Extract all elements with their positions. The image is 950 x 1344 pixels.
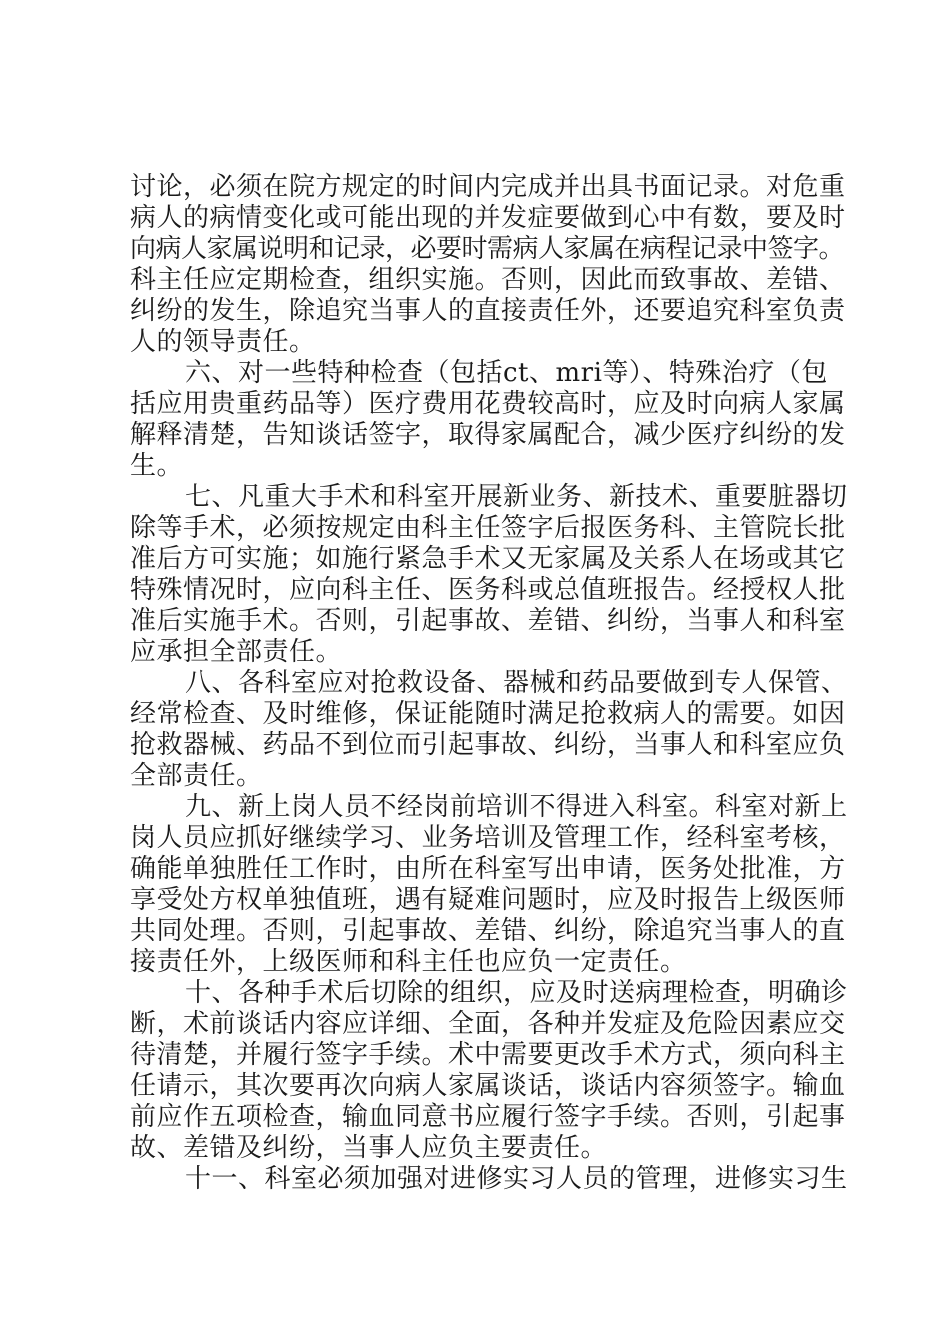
document-body bbox=[130, 172, 850, 1195]
text-line: 断，术前谈话内容应详细、全面，各种并发症及危险因素应交 bbox=[130, 1009, 846, 1039]
text-line: 病人的病情变化或可能出现的并发症要做到心中有数，要及时 bbox=[130, 203, 846, 233]
text-line: 纠纷的发生，除追究当事人的直接责任外，还要追究科室负责 bbox=[130, 296, 846, 326]
text-line: 解释清楚，告知谈话签字，取得家属配合，减少医疗纠纷的发 bbox=[130, 420, 846, 450]
text-line: 待清楚，并履行签字手续。术中需要更改手术方式，须向科主 bbox=[130, 1040, 846, 1070]
paragraph-first-line: 十一、科室必须加强对进修实习人员的管理，进修实习生 bbox=[185, 1164, 848, 1194]
text-line: 准后方可实施；如施行紧急手术又无家属及关系人在场或其它 bbox=[130, 544, 846, 574]
text-line: 抢救器械、药品不到位而引起事故、纠纷，当事人和科室应负 bbox=[130, 730, 846, 760]
paragraph-first-line: 七、凡重大手术和科室开展新业务、新技术、重要脏器切 bbox=[185, 482, 848, 512]
text-line: 任请示，其次要再次向病人家属谈话，谈话内容须签字。输血 bbox=[130, 1071, 846, 1101]
text-line: 确能单独胜任工作时，由所在科室写出申请，医务处批准，方 bbox=[130, 854, 846, 884]
paragraph-first-line: 六、对一些特种检查（包括ct、mri等）、特殊治疗（包 bbox=[185, 358, 828, 388]
text-line: 讨论，必须在院方规定的时间内完成并出具书面记录。对危重 bbox=[130, 172, 846, 202]
text-line: 接责任外，上级医师和科主任也应负一定责任。 bbox=[130, 947, 687, 977]
text-line: 生。 bbox=[130, 451, 184, 481]
paragraph-first-line: 八、各科室应对抢救设备、器械和药品要做到专人保管、 bbox=[185, 668, 848, 698]
text-line: 共同处理。否则，引起事故、差错、纠纷，除追究当事人的直 bbox=[130, 916, 846, 946]
text-line: 前应作五项检查，输血同意书应履行签字手续。否则，引起事 bbox=[130, 1102, 846, 1132]
text-line: 全部责任。 bbox=[130, 761, 263, 791]
text-line: 括应用贵重药品等）医疗费用花费较高时，应及时向病人家属 bbox=[130, 389, 846, 419]
text-line: 经常检查、及时维修，保证能随时满足抢救病人的需要。如因 bbox=[130, 699, 846, 729]
text-line: 向病人家属说明和记录，必要时需病人家属在病程记录中签字。 bbox=[130, 234, 845, 264]
text-line: 应承担全部责任。 bbox=[130, 637, 343, 667]
text-line: 享受处方权单独值班，遇有疑难问题时，应及时报告上级医师 bbox=[130, 885, 846, 915]
text-line: 岗人员应抓好继续学习、业务培训及管理工作，经科室考核， bbox=[130, 823, 846, 853]
paragraph-first-line: 十、各种手术后切除的组织，应及时送病理检查，明确诊 bbox=[185, 978, 848, 1008]
text-line: 故、差错及纠纷，当事人应负主要责任。 bbox=[130, 1133, 608, 1163]
text-line: 特殊情况时，应向科主任、医务科或总值班报告。经授权人批 bbox=[130, 575, 846, 605]
text-line: 准后实施手术。否则，引起事故、差错、纠纷，当事人和科室 bbox=[130, 606, 846, 636]
paragraph-first-line: 九、新上岗人员不经岗前培训不得进入科室。科室对新上 bbox=[185, 792, 848, 822]
text-line: 科主任应定期检查，组织实施。否则，因此而致事故、差错、 bbox=[130, 265, 846, 295]
text-line: 人的领导责任。 bbox=[130, 327, 316, 357]
text-line: 除等手术，必须按规定由科主任签字后报医务科、主管院长批 bbox=[130, 513, 846, 543]
